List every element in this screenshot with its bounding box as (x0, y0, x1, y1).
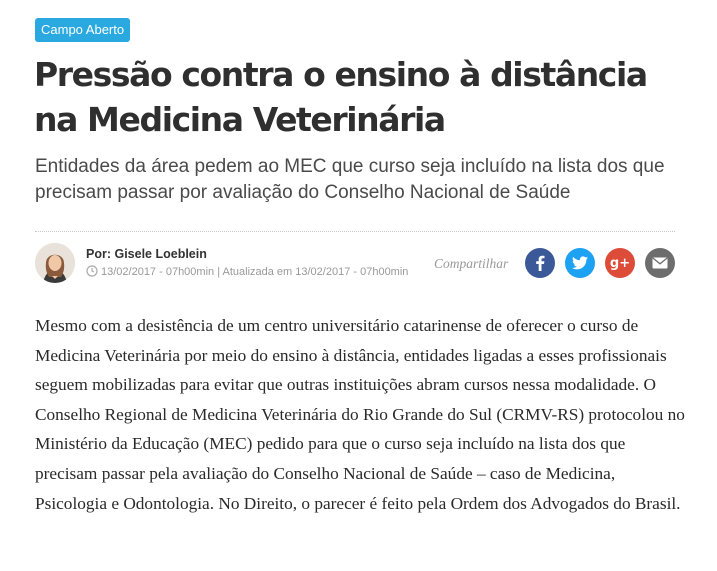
author-avatar (35, 243, 75, 283)
publish-dates (86, 265, 408, 280)
twitter-icon (572, 256, 588, 270)
dates-text: 13/02/2017 - 07h00min | Atualizada em 13/02/2017 - 07h00min (101, 266, 409, 278)
google-plus-share-button[interactable] (605, 248, 635, 278)
facebook-share-button[interactable] (525, 248, 555, 278)
twitter-share-button[interactable] (565, 248, 595, 278)
section-tag[interactable]: Campo Aberto (35, 18, 130, 42)
avatar-image (35, 243, 75, 283)
email-share-button[interactable] (645, 248, 675, 278)
article-body: Mesmo com a desistência de um centro universitário catarinense de oferecer o curso de Medicina Veterinária por meio do ensino à distância, entidades ligadas a esses profissionais seguem mobilizadas para evitar que outras instituições abram cursos nessa modalidade. O Conselho Regional de Medicina Veterinária do Rio Grande do Sul (CRMV-RS) protocolou no Ministério da Educação (MEC) pedido para que o curso seja incluído na lista dos que precisam passar pela avaliação do Conselho Nacional de Saúde – caso de Medicina, Psicologia e Odontologia. No Direito, o parecer é feito pela Ordem dos Advogados do Brasil. (35, 316, 685, 513)
article-subtitle: Entidades da área pedem ao MEC que curso seja incluído na lista dos que precisam passar por avaliação do Conselho Nacional de Saúde (35, 156, 665, 203)
email-icon (652, 257, 668, 269)
google-plus-icon: g+ (609, 255, 631, 271)
page-title: Pressão contra o ensino à distância na Medicina Veterinária (34, 55, 647, 139)
facebook-icon (533, 255, 547, 271)
share-label: Compartilhar (434, 256, 509, 271)
clock-icon (86, 265, 98, 280)
author-byline[interactable]: Por: Gisele Loeblein (86, 247, 207, 261)
divider (35, 231, 675, 232)
